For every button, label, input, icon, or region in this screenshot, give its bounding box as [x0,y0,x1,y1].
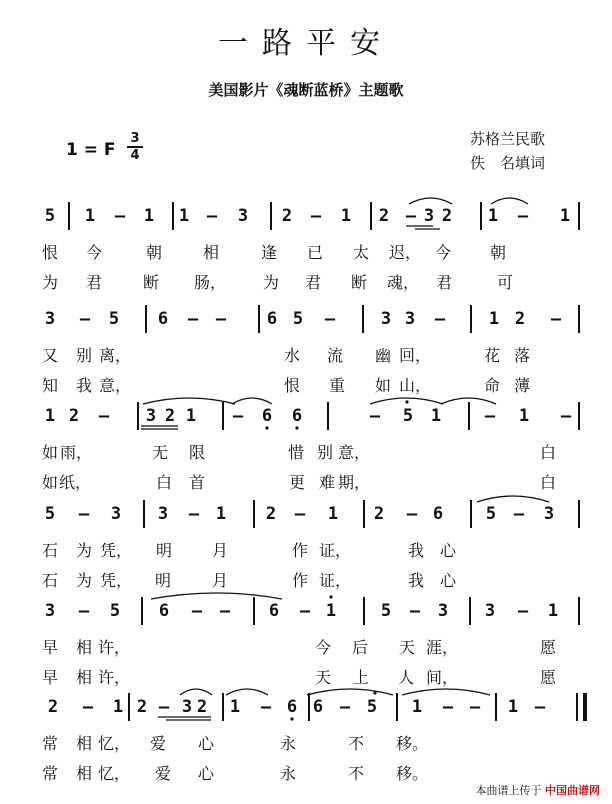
lyric: 今 [314,638,332,657]
note: 1 [84,206,96,226]
lyric: 山， [398,376,432,395]
note: – [188,504,200,524]
song-title: 一路平安 [218,26,394,61]
lyric: 雨， [59,443,93,462]
note: – [442,697,454,717]
lyrics-verse-1 [0,635,612,657]
note: 3 [44,601,56,621]
note: 1 [327,504,339,524]
lyric: 相 [75,764,93,783]
lyric: 明 [154,571,172,590]
lyrics-verse-2 [0,761,612,783]
note: 6 [291,406,303,426]
note: 2 [196,697,208,717]
lyric: 恨 [283,376,301,395]
lyric: 如 [41,473,59,492]
note: 2 [281,206,293,226]
lyric: 相 [75,638,93,657]
lyric: 君 [304,273,322,292]
note: – [260,697,272,717]
note: 5 [380,601,392,621]
lyric: 作 [291,541,309,560]
lyric: 意， [98,376,132,395]
note: 1 [518,406,530,426]
note: 3 [145,406,157,426]
note: 3 [404,309,416,329]
lyric: 白 [155,473,173,492]
lyrics-verse-1 [0,538,612,560]
slur [491,198,528,204]
note: – [517,601,529,621]
slur [143,398,235,404]
octave-dot [373,691,376,694]
note: – [215,309,227,329]
lyrics-verse-1 [0,343,612,365]
notation-marks [0,390,612,430]
note: – [484,406,496,426]
lyric: 永 [279,764,297,783]
note: – [299,601,311,621]
note: – [191,601,203,621]
note: – [469,697,481,717]
slur [307,689,393,695]
note: 1 [430,406,442,426]
lyric: 天 [314,668,332,687]
note: 6 [266,309,278,329]
slur [409,198,452,204]
note: – [78,504,90,524]
note: 6 [432,504,444,524]
note: 1 [547,601,559,621]
note: 3 [110,504,122,524]
site-logo: 中国曲谱网 [545,784,600,797]
lyric: 凭， [99,571,133,590]
footer [476,782,601,798]
lyric: 人 [397,668,415,687]
octave-dot [265,426,268,429]
song-subtitle: 美国影片《魂断蓝桥》主题歌 [208,81,404,99]
note: 2 [47,697,59,717]
lyric: 不 [347,764,365,783]
note: 1 [143,206,155,226]
note: 5 [44,504,56,524]
lyric: 永 [279,734,297,753]
lyric: 心 [197,764,215,783]
lyric: 朝 [489,243,507,262]
note: – [206,206,218,226]
lyric: 迟， [388,243,422,262]
lyric: 魂， [386,273,420,292]
note: 5 [292,309,304,329]
key-signature: 1 = F [66,140,116,160]
lyric: 爱 [154,764,172,783]
octave-dot [290,717,293,720]
lyric: 后 [351,638,369,657]
footer-text: 本曲谱上传于 [475,784,542,797]
lyric: 别 [316,443,334,462]
lyric: 作 [291,571,309,590]
note: – [232,406,244,426]
lyric: 花 [483,346,501,365]
lyric: 君 [85,273,103,292]
note: 6 [268,601,280,621]
lyric: 上 [352,668,370,687]
note: 1 [507,697,519,717]
note: 1 [229,697,241,717]
credit-lyrics: 佚 名填词 [470,154,546,172]
lyric: 明 [155,541,173,560]
note: 1 [325,601,337,621]
lyric: 早 [41,638,59,657]
lyric: 太 [352,243,370,262]
note: – [79,309,91,329]
note: – [98,406,110,426]
lyric: 朝 [145,243,163,262]
lyric: 我 [75,376,93,395]
lyric: 月 [211,571,229,590]
octave-dot [295,426,298,429]
lyric: 心 [439,541,457,560]
note: 1 [488,309,500,329]
lyric: 别 [75,346,93,365]
lyric: 愿 [539,668,557,687]
lyric: 落 [513,346,531,365]
lyric: 重 [328,376,346,395]
lyric: 石 [41,541,59,560]
lyric: 证， [318,571,352,590]
note: 1 [215,504,227,524]
note: 2 [373,504,385,524]
note: – [82,697,94,717]
lyric: 知 [41,376,59,395]
lyric: 今 [434,243,452,262]
note: 3 [423,206,435,226]
note: – [158,697,170,717]
lyrics-verse-1 [0,240,612,262]
lyric: 为 [262,273,280,292]
note: 2 [378,206,390,226]
slur [477,496,549,502]
lyric: 恨 [41,243,59,262]
lyric: 断 [350,273,368,292]
lyric: 肠， [193,273,227,292]
lyric: 逢 [260,243,278,262]
slur [151,593,282,599]
note: – [78,601,90,621]
note: 1 [411,697,423,717]
note: – [406,504,418,524]
note: – [513,504,525,524]
note: – [550,309,562,329]
lyric: 流 [326,346,344,365]
notation-marks [0,190,612,230]
note: 2 [265,504,277,524]
note: 2 [514,309,526,329]
lyric: 已 [306,243,324,262]
lyric: 证， [318,541,352,560]
lyric: 凭， [99,541,133,560]
lyric: 命 [483,376,501,395]
lyric: 相 [202,243,220,262]
note: 1 [487,206,499,226]
lyric: 间， [425,668,459,687]
note: – [560,406,572,426]
lyric: 常 [41,764,59,783]
lyric: 离， [98,346,132,365]
lyric: 许， [97,668,131,687]
note: 5 [44,206,56,226]
note: – [294,504,306,524]
lyric: 移。 [395,764,429,783]
lyric: 相 [75,668,93,687]
note: – [369,406,381,426]
slur [226,689,268,695]
lyrics-verse-1 [0,731,612,753]
lyric: 更 [288,473,306,492]
lyric: 限 [188,443,206,462]
lyric: 君 [435,273,453,292]
note: – [324,309,336,329]
lyric: 如 [374,376,392,395]
note: 3 [380,309,392,329]
lyric: 又 [41,346,59,365]
lyric: 首 [188,473,206,492]
note: 5 [366,697,378,717]
note: 3 [437,601,449,621]
note: – [409,601,421,621]
lyric: 早 [41,668,59,687]
note: 5 [402,406,414,426]
meter-top: 3 [130,131,140,146]
slur [180,689,212,695]
note: 1 [340,206,352,226]
slur [441,398,496,404]
note: 6 [286,697,298,717]
lyric: 我 [407,571,425,590]
note: 2 [68,406,80,426]
slur [232,398,272,404]
lyric: 期， [337,473,371,492]
note: 5 [109,601,121,621]
lyric: 常 [41,734,59,753]
lyric: 水 [283,346,301,365]
meter-bottom: 4 [130,148,140,163]
note: 3 [44,309,56,329]
note: – [310,206,322,226]
lyric: 忆， [97,734,131,753]
note: 1 [178,206,190,226]
lyric: 爱 [149,734,167,753]
lyric: 白 [539,473,557,492]
lyric: 我 [407,541,425,560]
note: – [339,697,351,717]
note: 5 [485,504,497,524]
lyric: 难 [318,473,336,492]
lyric: 为 [41,273,59,292]
note: – [434,309,446,329]
credit-music: 苏格兰民歌 [470,130,546,148]
slur [402,689,490,695]
notation-marks [0,681,612,721]
time-signature [127,132,143,162]
lyrics-verse-1 [0,440,612,462]
note: 2 [164,406,176,426]
note: 3 [157,504,169,524]
lyric: 忆， [97,764,131,783]
lyric: 为 [75,571,93,590]
note: 3 [543,504,555,524]
lyric: 许， [97,638,131,657]
notation-marks [0,488,612,528]
lyric: 不 [347,734,365,753]
notation-marks [0,293,612,333]
lyric: 惜 [287,443,305,462]
octave-dot [329,595,332,598]
note: 1 [185,406,197,426]
note: 2 [441,206,453,226]
lyric: 无 [151,443,169,462]
lyric: 月 [211,541,229,560]
note: 6 [158,601,170,621]
note: – [114,206,126,226]
note: 6 [312,697,324,717]
lyric: 如 [41,443,59,462]
note: 6 [261,406,273,426]
lyric: 可 [496,273,514,292]
note: 1 [44,406,56,426]
lyric: 相 [75,734,93,753]
note: – [187,309,199,329]
lyric: 回， [398,346,432,365]
note: 6 [157,309,169,329]
note: 2 [136,697,148,717]
note: 1 [559,206,571,226]
lyric: 为 [75,541,93,560]
note: 1 [112,697,124,717]
note: 3 [237,206,249,226]
lyric: 移。 [395,734,429,753]
lyric: 涯， [425,638,459,657]
lyric: 纸， [58,473,92,492]
note: – [405,206,417,226]
lyric: 幽 [374,346,392,365]
lyric: 意， [337,443,371,462]
note: – [534,697,546,717]
note: – [219,601,231,621]
lyric: 石 [41,571,59,590]
lyric: 薄 [513,376,531,395]
lyric: 白 [539,443,557,462]
lyric: 心 [439,571,457,590]
lyric: 天 [398,638,416,657]
notation-marks [0,585,612,625]
octave-dot [405,400,408,403]
lyric: 心 [197,734,215,753]
lyric: 断 [142,273,160,292]
note: 3 [181,697,193,717]
note: 3 [484,601,496,621]
note: 5 [108,309,120,329]
lyric: 愿 [539,638,557,657]
lyrics-verse-2 [0,270,612,292]
note: – [517,206,529,226]
lyric: 今 [85,243,103,262]
